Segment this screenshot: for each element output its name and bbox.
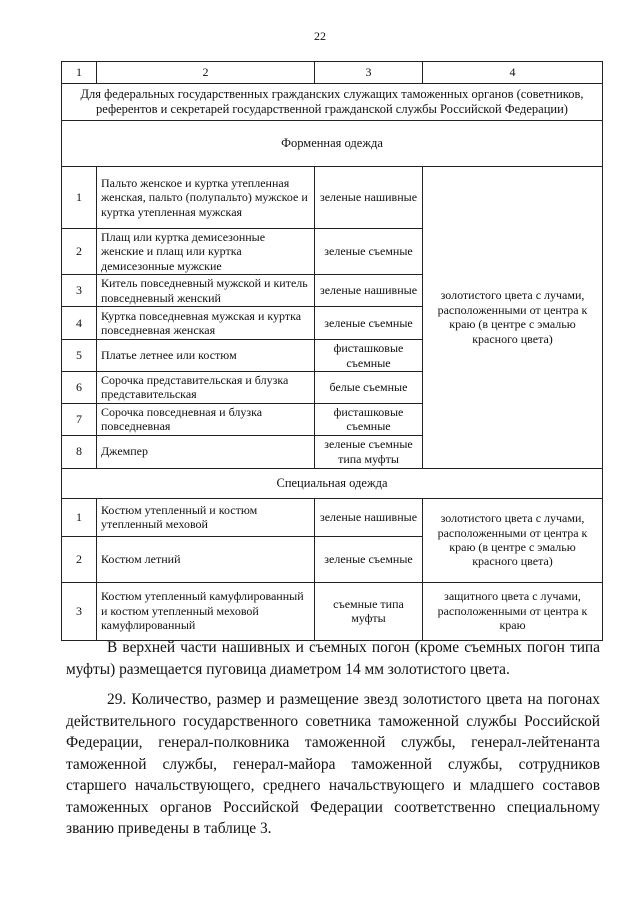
row-number: 4 bbox=[62, 307, 97, 340]
row-item: Платье летнее или костюм bbox=[97, 340, 315, 372]
table-row bbox=[62, 167, 603, 229]
row-item: Костюм летний bbox=[97, 536, 315, 582]
row-number: 2 bbox=[62, 536, 97, 582]
row-item: Костюм утепленный камуфлированный и костюм утепленный меховой камуфлированный bbox=[97, 582, 315, 640]
row-type: фисташковые съемные bbox=[315, 403, 423, 435]
row-number: 3 bbox=[62, 275, 97, 307]
row-type: зеленые нашивные bbox=[315, 498, 423, 536]
uniform-stars-description: золотистого цвета с лучами, расположенными от центра к краю (в центре с эмалью красного цвета) bbox=[423, 167, 603, 469]
row-item: Плащ или куртка демисезонные женские и плащ или куртка демисезонные мужские bbox=[97, 229, 315, 275]
row-number: 6 bbox=[62, 371, 97, 403]
row-item: Костюм утепленный и костюм утепленный меховой bbox=[97, 498, 315, 536]
row-item: Пальто женское и куртка утепленная женская, пальто (полупальто) мужское и куртка утепленная мужская bbox=[97, 167, 315, 229]
header-col-3: 3 bbox=[315, 62, 423, 84]
row-type: зеленые съемные типа муфты bbox=[315, 435, 423, 468]
header-col-1: 1 bbox=[62, 62, 97, 84]
row-item: Сорочка представительская и блузка представительская bbox=[97, 371, 315, 403]
row-type: зеленые нашивные bbox=[315, 167, 423, 229]
row-number: 2 bbox=[62, 229, 97, 275]
page-number: 22 bbox=[314, 29, 326, 43]
header-col-4: 4 bbox=[423, 62, 603, 84]
row-number: 1 bbox=[62, 167, 97, 229]
row-number: 3 bbox=[62, 582, 97, 640]
row-item: Китель повседневный мужской и китель повседневный женский bbox=[97, 275, 315, 307]
row-type: зеленые нашивные bbox=[315, 275, 423, 307]
special-section-title: Специальная одежда bbox=[62, 468, 603, 498]
group-title: Для федеральных государственных гражданских служащих таможенных органов (советников, референтов и секретарей государственной гражданской службы Российской Федерации) bbox=[62, 84, 603, 121]
row-item: Джемпер bbox=[97, 435, 315, 468]
special-stars-description-3: защитного цвета с лучами, расположенными от центра к краю bbox=[423, 582, 603, 640]
row-item: Сорочка повседневная и блузка повседневная bbox=[97, 403, 315, 435]
paragraph-29: 29. Количество, размер и размещение звезд золотистого цвета на погонах действительного государственного советника таможенной службы Российской Федерации, генерал-полковника таможенной службы, генерал-лейтенанта таможенной службы, генерал-майора таможенной службы, сотрудников старшего начальствующего, среднего начальствующего и младшего составов таможенных органов Российской Федерации соответственно специальному званию приведены в таблице 3. bbox=[66, 691, 600, 837]
table-row bbox=[62, 582, 603, 640]
row-item: Куртка повседневная мужская и куртка повседневная женская bbox=[97, 307, 315, 340]
row-type: зеленые съемные bbox=[315, 536, 423, 582]
shoulder-boards-table bbox=[61, 61, 603, 641]
table-row bbox=[62, 498, 603, 536]
row-type: фисташковые съемные bbox=[315, 340, 423, 372]
row-type: съемные типа муфты bbox=[315, 582, 423, 640]
row-number: 8 bbox=[62, 435, 97, 468]
row-number: 1 bbox=[62, 498, 97, 536]
row-type: зеленые съемные bbox=[315, 307, 423, 340]
row-number: 7 bbox=[62, 403, 97, 435]
table-header-row bbox=[62, 62, 603, 84]
paragraph-button-note: В верхней части нашивных и съемных погон (кроме съемных погон типа муфты) размещается пуговица диаметром 14 мм золотистого цвета. bbox=[66, 639, 600, 678]
row-type: зеленые съемные bbox=[315, 229, 423, 275]
header-col-2: 2 bbox=[97, 62, 315, 84]
uniform-section-title: Форменная одежда bbox=[62, 121, 603, 167]
special-stars-description: золотистого цвета с лучами, расположенными от центра к краю (в центре с эмалью красного цвета) bbox=[423, 498, 603, 582]
row-type: белые съемные bbox=[315, 371, 423, 403]
row-number: 5 bbox=[62, 340, 97, 372]
